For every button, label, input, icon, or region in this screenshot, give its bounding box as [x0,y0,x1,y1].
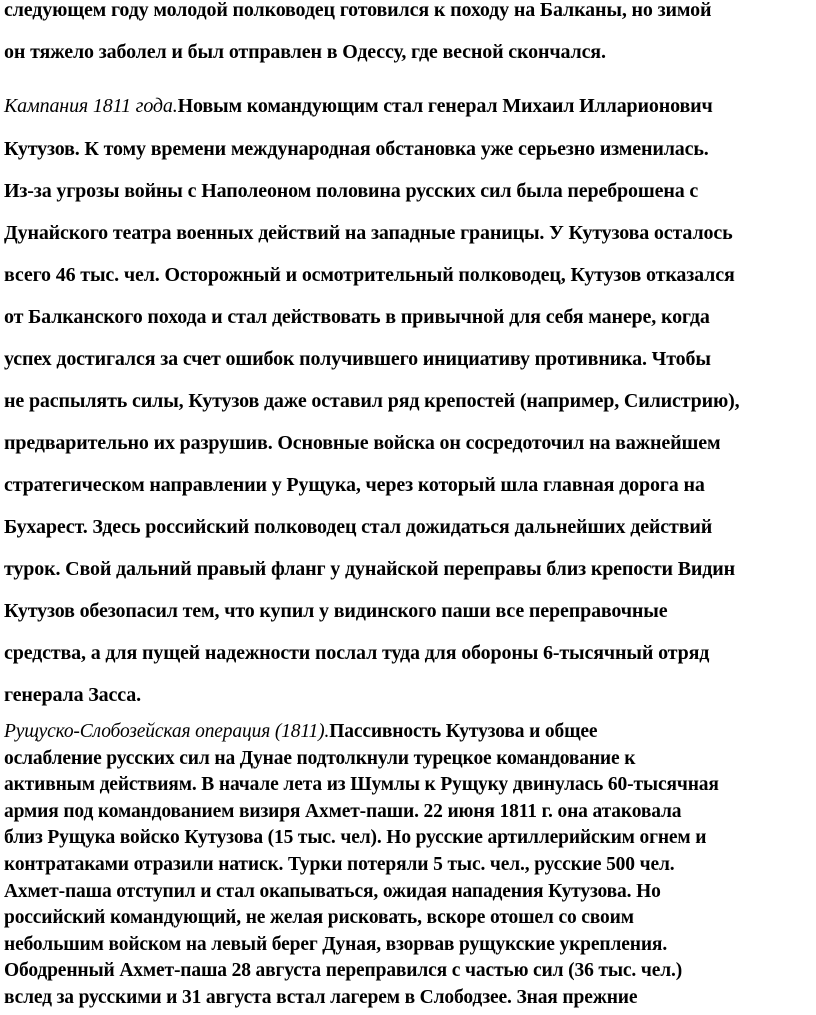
text-line: Кутузов обезопасил тем, что купил у видинского паши все переправочные [4,600,668,622]
text-line: Кутузов. К тому времени международная обстановка уже серьезно изменилась. [4,138,709,160]
text-line: стратегическом направлении у Рущука, через который шла главная дорога на [4,474,705,496]
text-line: всего 46 тыс. чел. Осторожный и осмотрительный полководец, Кутузов отказался [4,264,735,286]
section-heading: Кампания 1811 года. [4,95,178,117]
text-line: не распылять силы, Кутузов даже оставил ряд крепостей (например, Силистрию), [4,390,740,412]
text-line: Из-за угрозы войны с Наполеоном половина русских сил была переброшена с [4,180,699,202]
text-line: ослабление русских сил на Дунае подтолкнули турецкое командование к [4,748,636,769]
text-line: предварительно их разрушив. Основные войска он сосредоточил на важнейшем [4,432,721,454]
text-line: армия под командованием визиря Ахмет-паши. 22 июня 1811 г. она атаковала [4,801,682,822]
text-line: российский командующий, не желая рисковать, вскоре отошел со своим [4,907,634,928]
paragraph-heading-line [4,720,597,744]
text-line: близ Рущука войско Кутузова (15 тыс. чел). Но русские артиллерийским огнем и [4,827,707,848]
text-line: контратаками отразили натиск. Турки потеряли 5 тыс. чел., русские 500 чел. [4,854,675,875]
text-line: турок. Свой дальний правый фланг у дунайской переправы близ крепости Видин [4,558,736,580]
text-line: генерала Засса. [4,684,141,706]
text-line: следующем году молодой полководец готовился к походу на Балканы, но зимой [4,0,712,21]
text-line: средства, а для пущей надежности послал туда для обороны 6-тысячный отряд [4,642,710,664]
section-heading: Рущуско-Слобозейская операция (1811). [4,721,330,742]
text-line: небольшим войском на левый берег Дуная, взорвав рущукские укрепления. [4,934,668,955]
text-line: от Балканского похода и стал действовать в привычной для себя манере, когда [4,306,710,328]
text-line: он тяжело заболел и был отправлен в Одессу, где весной скончался. [4,41,606,63]
text-line: Бухарест. Здесь российский полководец стал дожидаться дальнейших действий [4,516,713,538]
text-span: Пассивность Кутузова и общее [329,721,598,742]
text-line: Ободренный Ахмет-паша 28 августа переправился с частью сил (36 тыс. чел.) [4,960,683,981]
paragraph-heading-line [4,94,713,118]
text-span: Новым командующим стал генерал Михаил Илларионович [177,95,713,117]
text-line: Ахмет-паша отступил и стал окапываться, ожидая нападения Кутузова. Но [4,881,661,902]
text-line: Дунайского театра военных действий на западные границы. У Кутузова осталось [4,222,733,244]
text-line: успех достигался за счет ошибок получившего инициативу противника. Чтобы [4,348,711,370]
text-line: активным действиям. В начале лета из Шумлы к Рущуку двинулась 60-тысячная [4,774,719,795]
text-line: вслед за русскими и 31 августа встал лагерем в Слободзее. Зная прежние [4,987,638,1008]
